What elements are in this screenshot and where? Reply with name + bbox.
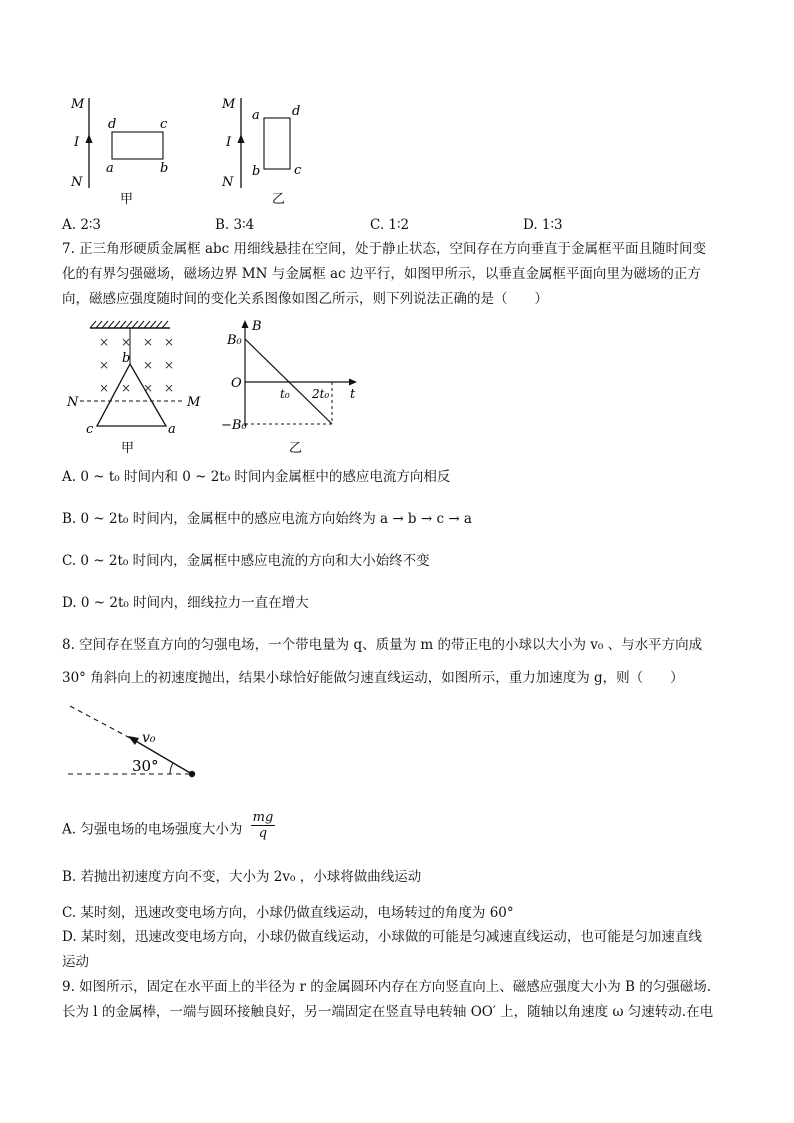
label-angle: 30° bbox=[132, 757, 159, 775]
label-b: b bbox=[252, 164, 261, 179]
q7-stem-line2: 化的有界匀强磁场，磁场边界 MN 与金属框 ac 边平行，如图甲所示，以垂直金属框平面向里为磁场的正方 bbox=[62, 266, 701, 282]
q7-stem-line3: 向，磁感应强度随时间的变化关系图像如图乙所示，则下列说法正确的是（ ） bbox=[62, 291, 548, 307]
label-a: a bbox=[252, 108, 260, 123]
q6-option-b: B. 3∶4 bbox=[215, 217, 255, 233]
axis-label-B: B bbox=[252, 319, 262, 334]
label-I: I bbox=[74, 135, 80, 150]
label-c: c bbox=[294, 163, 302, 178]
field-cross: × bbox=[143, 358, 154, 372]
fraction-denominator: q bbox=[258, 826, 268, 841]
axis-label-t: t bbox=[350, 387, 356, 402]
fraction-numerator: mg bbox=[252, 810, 274, 825]
q6-option-a: A. 2∶3 bbox=[62, 217, 102, 233]
field-cross: × bbox=[164, 335, 175, 349]
q7-option-a: A. 0 ~ t₀ 时间内和 0 ~ 2t₀ 时间内金属框中的感应电流方向相反 bbox=[62, 469, 451, 485]
q9-stem-line1: 9. 如图所示，固定在水平面上的半径为 r 的金属圆环内存在方向竖直向上、磁感应强度大小为 B 的匀强磁场. bbox=[62, 979, 712, 995]
label-c: c bbox=[160, 117, 168, 132]
q6-figure-jia bbox=[60, 90, 180, 210]
label-c: c bbox=[86, 422, 94, 437]
tick-t0: t₀ bbox=[280, 387, 290, 401]
label-N: N bbox=[222, 175, 234, 190]
tick-B0: B₀ bbox=[227, 333, 242, 348]
q6-figure-yi bbox=[216, 90, 326, 210]
q6-option-d: D. 1∶3 bbox=[523, 217, 563, 233]
label-v0: v₀ bbox=[142, 730, 156, 746]
label-M: M bbox=[187, 395, 201, 410]
label-N: N bbox=[71, 175, 83, 190]
label-a: a bbox=[106, 161, 114, 176]
q8-option-d-line1: D. 某时刻，迅速改变电场方向，小球仍做直线运动，小球做的可能是匀减速直线运动，也可能是匀加速直线 bbox=[62, 929, 702, 945]
field-cross: × bbox=[121, 381, 132, 395]
q9-stem-line2: 长为 l 的金属棒，一端与圆环接触良好，另一端固定在竖直导电转轴 OO′ 上，随轴以角速度 ω 匀速转动.在电 bbox=[62, 1004, 714, 1020]
field-cross: × bbox=[99, 381, 110, 395]
q7-figure-jia bbox=[60, 316, 210, 466]
q6-option-c: C. 1∶2 bbox=[370, 217, 410, 233]
label-d: d bbox=[108, 117, 117, 132]
label-M: M bbox=[71, 97, 85, 112]
q8-stem-line1: 8. 空间存在竖直方向的匀强电场，一个带电量为 q、质量为 m 的带正电的小球以大小为 v₀ 、与水平方向成 bbox=[62, 637, 703, 653]
field-cross: × bbox=[143, 335, 154, 349]
caption-jia: 甲 bbox=[121, 441, 135, 456]
field-cross: × bbox=[99, 358, 110, 372]
q8-option-b: B. 若抛出初速度方向不变，大小为 2v₀ ，小球将做曲线运动 bbox=[62, 869, 422, 885]
q8-stem-line2: 30° 角斜向上的初速度抛出，结果小球恰好能做匀速直线运动，如图所示，重力加速度为 g，则（ ） bbox=[62, 670, 684, 686]
field-cross: × bbox=[143, 381, 154, 395]
label-a: a bbox=[168, 422, 176, 437]
label-d: d bbox=[292, 104, 301, 119]
caption-yi: 乙 bbox=[289, 441, 303, 456]
caption-yi: 乙 bbox=[272, 192, 286, 207]
field-cross: × bbox=[164, 381, 175, 395]
q8-option-d-line2: 运动 bbox=[62, 954, 89, 970]
q8-option-a bbox=[62, 810, 275, 846]
tick-2t0: 2t₀ bbox=[312, 387, 330, 401]
label-M: M bbox=[222, 97, 236, 112]
label-b: b bbox=[160, 161, 169, 176]
fraction-mg-over-q bbox=[251, 810, 276, 842]
q7-option-c: C. 0 ~ 2t₀ 时间内，金属框中感应电流的方向和大小始终不变 bbox=[62, 553, 430, 569]
q8-option-c: C. 某时刻，迅速改变电场方向，小球仍做直线运动，电场转过的角度为 60° bbox=[62, 905, 514, 921]
field-cross: × bbox=[164, 358, 175, 372]
field-cross: × bbox=[99, 335, 110, 349]
q7-option-d: D. 0 ~ 2t₀ 时间内，细线拉力一直在增大 bbox=[62, 595, 309, 611]
label-N: N bbox=[67, 395, 79, 410]
tick-neg-B0: −B₀ bbox=[221, 418, 247, 433]
q7-option-b: B. 0 ~ 2t₀ 时间内，金属框中的感应电流方向始终为 a → b → c → a bbox=[62, 511, 472, 527]
field-cross: × bbox=[121, 335, 132, 349]
label-I: I bbox=[226, 135, 232, 150]
origin-O: O bbox=[231, 376, 242, 391]
caption-jia: 甲 bbox=[120, 192, 134, 207]
label-b: b bbox=[122, 351, 131, 366]
q8-option-a-text: A. 匀强电场的电场强度大小为 bbox=[62, 821, 243, 838]
q8-figure bbox=[62, 700, 212, 785]
q7-figure-yi-graph bbox=[221, 316, 370, 466]
q7-stem-line1: 7. 正三角形硬质金属框 abc 用细线悬挂在空间，处于静止状态，空间存在方向垂直于金属框平面且随时间变 bbox=[62, 241, 707, 257]
